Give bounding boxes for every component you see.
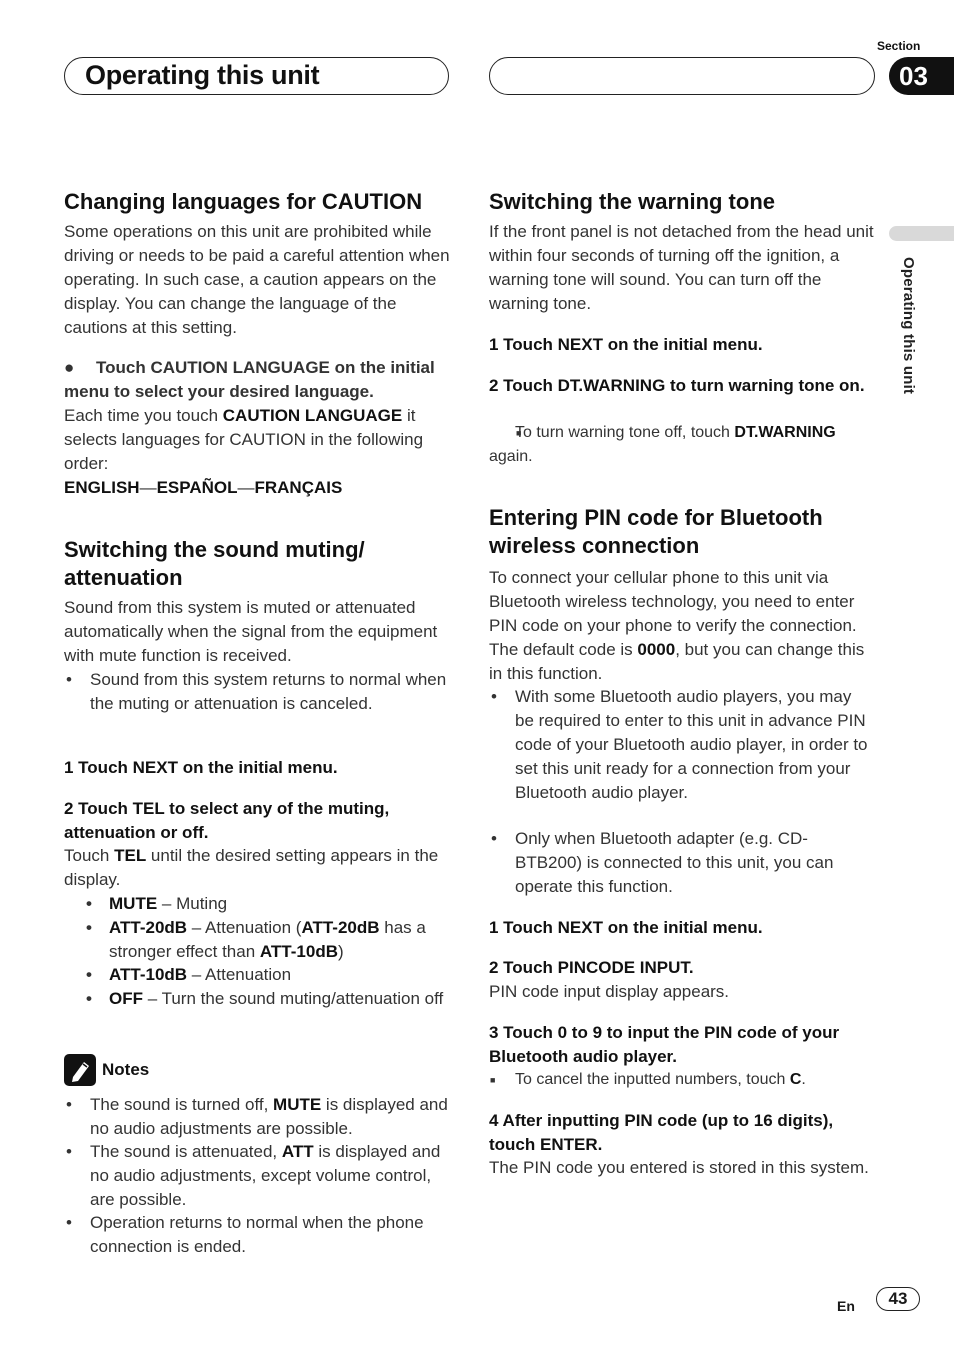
notes-label: Notes (102, 1060, 150, 1079)
note-1: • The sound is turned off, MUTE is displayed and no audio adjustments are possible. (64, 1093, 450, 1141)
pin-step-3-note: ■ To cancel the inputted numbers, touch C. (489, 1068, 806, 1092)
note-3: • Operation returns to normal when the phone connection is ended. (64, 1211, 450, 1259)
muting-touch-tel: Touch TEL until the desired setting appears in the display. (64, 846, 439, 889)
pin-body: To connect your cellular phone to this unit via Bluetooth wireless technology, you need to enter PIN code on your phone to verify the connection. The default code is 0000, but you can change this in this function. (489, 568, 865, 683)
header-title-box (64, 57, 449, 95)
page-number: 43 (876, 1287, 920, 1311)
caution-each-time: Each time you touch CAUTION LANGUAGE it selects languages for CAUTION in the following order: (64, 406, 424, 473)
muting-heading: Switching the sound muting/ attenuation (64, 537, 365, 590)
pin-step-1: 1 Touch NEXT on the initial menu. (489, 918, 763, 937)
option-att-10db: • ATT-10dB – Attenuation (64, 963, 291, 987)
option-off: • OFF – Turn the sound muting/attenuation off (64, 987, 443, 1011)
caution-language-order: ENGLISH—ESPAÑOL—FRANÇAIS (64, 478, 343, 497)
section-number-badge: 03 (889, 57, 954, 95)
page-title: Operating this unit (85, 60, 320, 90)
warning-note: ■ To turn warning tone off, touch DT.WARNING again. (489, 421, 875, 469)
pencil-note-icon (64, 1054, 96, 1086)
caution-heading: Changing languages for CAUTION (64, 189, 423, 214)
side-tab-bar (889, 226, 954, 241)
pin-heading: Entering PIN code for Bluetooth wireless connection (489, 505, 823, 558)
notes-header (64, 1054, 149, 1086)
pin-step-4: 4 After inputting PIN code (up to 16 digits), touch ENTER. (489, 1111, 834, 1154)
section-label: Section (877, 39, 921, 53)
pin-step-2: 2 Touch PINCODE INPUT. (489, 958, 694, 977)
muting-bullet: • Sound from this system returns to normal when the muting or attenuation is canceled. (64, 668, 450, 716)
pin-bullet-1: • With some Bluetooth audio players, you may be required to enter to this unit in advance PIN code of your Bluetooth audio player, in order to set this unit ready for a connection from your Bluetooth audio player. (489, 685, 875, 805)
note-2: • The sound is attenuated, ATT is displayed and no audio adjustments, except volume control, are possible. (64, 1140, 450, 1212)
muting-step-2: 2 Touch TEL to select any of the muting, attenuation or off. (64, 799, 390, 842)
warning-heading: Switching the warning tone (489, 189, 775, 214)
footer-language: En (837, 1298, 855, 1314)
warning-step-2: 2 Touch DT.WARNING to turn warning tone on. (489, 376, 865, 395)
option-mute: • MUTE – Muting (64, 892, 227, 916)
caution-instruction: • ● Touch CAUTION LANGUAGE on the initial menu to select your desired language. (64, 356, 450, 404)
pin-step-2-text: PIN code input display appears. (489, 982, 730, 1001)
pin-bullet-2: • Only when Bluetooth adapter (e.g. CD-BTB200) is connected to this unit, you can operate this function. (489, 827, 875, 899)
caution-body: Some operations on this unit are prohibited while driving or needs to be paid a careful attention when operating. In such case, a caution appears on the display. You can change the language of the cautions at this setting. (64, 222, 450, 337)
pin-step-3: 3 Touch 0 to 9 to input the PIN code of your Bluetooth audio player. (489, 1023, 840, 1066)
muting-step-1: 1 Touch NEXT on the initial menu. (64, 758, 338, 777)
warning-body: If the front panel is not detached from the head unit within four seconds of turning off the ignition, a warning tone will sound. You can turn off the warning tone. (489, 222, 874, 313)
muting-body: Sound from this system is muted or attenuated automatically when the signal from the equipment with mute function is received. (64, 598, 438, 665)
header-empty-box (489, 57, 875, 95)
pin-step-4-text: The PIN code you entered is stored in this system. (489, 1158, 869, 1177)
option-att-20db: • ATT-20dB – Attenuation (ATT-20dB has a stronger effect than ATT-10dB) (64, 916, 450, 964)
warning-step-1: 1 Touch NEXT on the initial menu. (489, 335, 763, 354)
side-tab-label: Operating this unit (900, 257, 917, 395)
